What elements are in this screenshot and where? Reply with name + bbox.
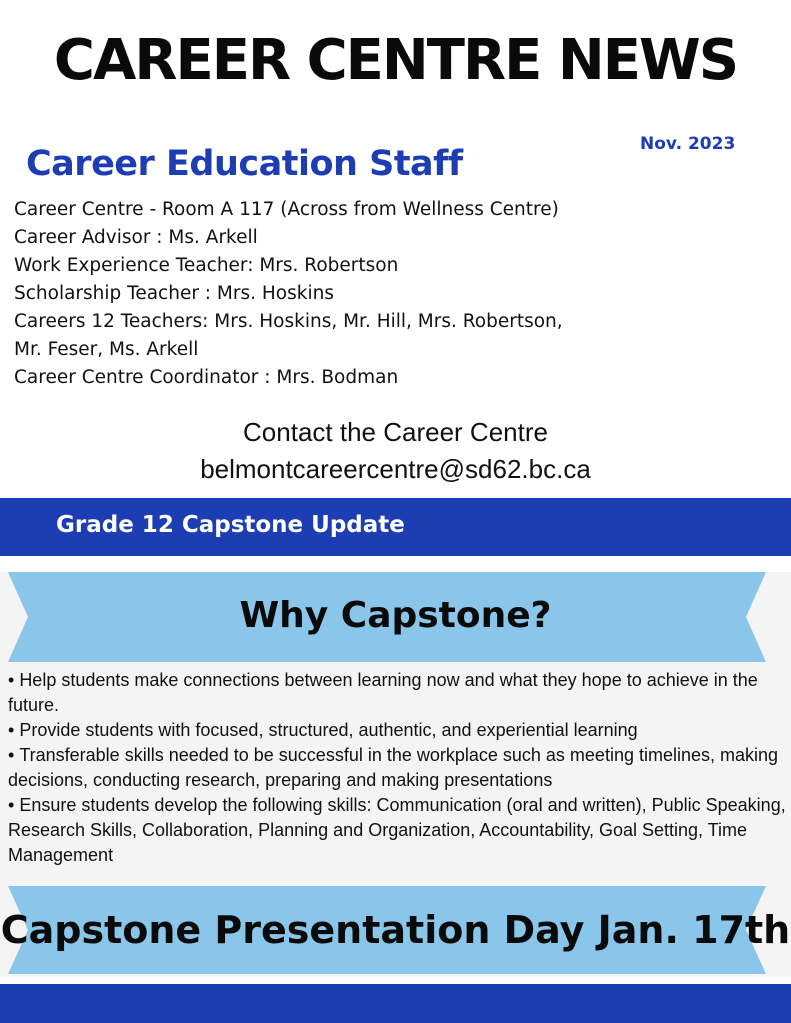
reason-item: • Provide students with focused, structured, authentic, and experiential learning — [8, 718, 788, 743]
why-heading: Why Capstone? — [239, 595, 552, 636]
staff-list — [14, 196, 563, 392]
staff-line-careers-12-cont: Mr. Feser, Ms. Arkell — [14, 339, 199, 360]
staff-line-advisor: Career Advisor : Ms. Arkell — [14, 227, 258, 248]
staff-line-careers-12: Careers 12 Teachers: Mrs. Hoskins, Mr. Hill, Mrs. Robertson, — [14, 311, 563, 332]
staff-heading: Career Education Staff — [26, 144, 463, 184]
contact-heading: Contact the Career Centre — [243, 417, 548, 447]
reasons-list — [8, 668, 788, 868]
staff-line-work-experience: Work Experience Teacher: Mrs. Robertson — [14, 255, 399, 276]
staff-line-room: Career Centre - Room A 117 (Across from Wellness Centre) — [14, 199, 559, 220]
issue-date: Nov. 2023 — [640, 134, 736, 154]
staff-line-scholarship: Scholarship Teacher : Mrs. Hoskins — [14, 283, 334, 304]
staff-line-coordinator: Career Centre Coordinator : Mrs. Bodman — [14, 367, 399, 388]
reason-item: • Help students make connections between learning now and what they hope to achieve in the future. — [8, 668, 788, 718]
newsletter-title: CAREER CENTRE NEWS — [53, 28, 738, 93]
reason-item: • Transferable skills needed to be successful in the workplace such as meeting timelines, making decisions, conducting research, preparing and making presentations — [8, 743, 788, 793]
reason-item: • Ensure students develop the following skills: Communication (oral and written), Public Speaking, Research Skills, Collaboration, Planning and Organization, Accountability, Goal Setting, Time Management — [8, 793, 788, 868]
footer-band — [0, 984, 791, 1023]
section-label: Grade 12 Capstone Update — [56, 512, 405, 538]
contact-email[interactable]: belmontcareercentre@sd62.bc.ca — [200, 454, 591, 484]
presentation-day: Capstone Presentation Day Jan. 17th — [0, 908, 791, 952]
